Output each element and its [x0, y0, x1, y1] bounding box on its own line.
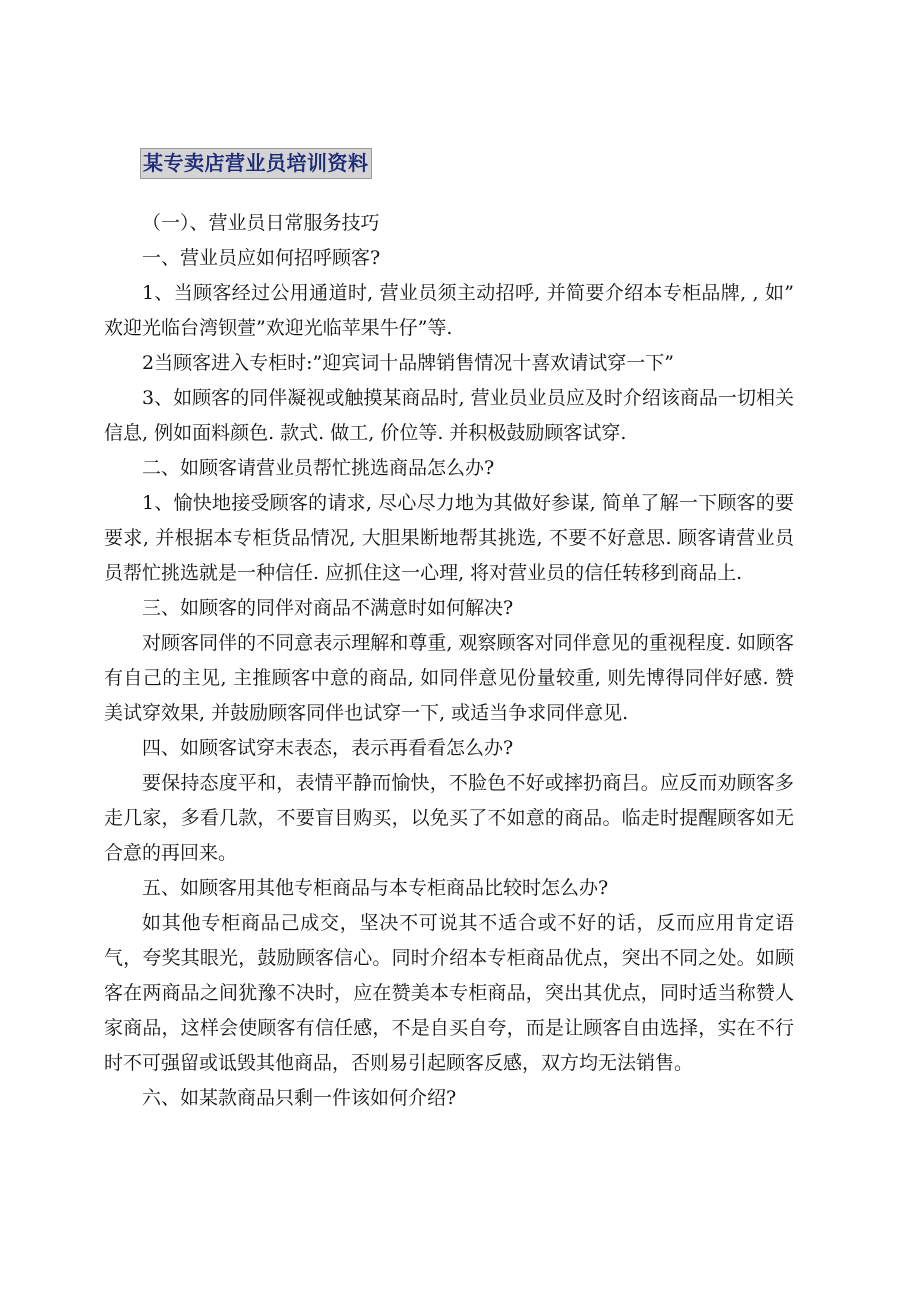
question-3: 三、如顾客的同伴对商品不满意时如何解决?: [142, 597, 514, 619]
question-6: 六、如某款商品只剩一件该如何介绍?: [142, 1087, 457, 1109]
page-title-container: [140, 148, 372, 178]
answer-4-item-1: 要保持态度平和，表情平静而愉快，不脸色不好或摔扔商吕。应反而劝顾客多走几家，多看几款，不要盲目购买，以免买了不如意的商品。临走时提醒顾客如无合意的再回来。: [104, 772, 794, 864]
question-4: 四、如顾客试穿末表态，表示再看看怎么办?: [142, 737, 514, 759]
answer-1-item-3: 3、如顾客的同伴凝视或触摸某商品时, 营业员业员应及时介绍该商品一切相关信息, 例如面料颜色. 款式. 做工, 价位等. 并积极鼓励顾客试穿.: [104, 387, 794, 444]
question-2: 二、如顾客请营业员帮忙挑选商品怎么办?: [142, 457, 495, 479]
answer-5-item-1: 如其他专柜商品己成交，坚决不可说其不适合或不好的话，反而应用肯定语气，夸奖其眼光，鼓励顾客信心。同时介绍本专柜商品优点，突出不同之处。如顾客在两商品之间犹豫不决时，应在赞美本专柜商品，突出其优点，同时适当称赞人家商品，这样会使顾客有信任感，不是自买自夸，而是让顾客自由选择，实在不行时不可强留或诋毁其他商品，否则易引起顾客反感，双方均无法销售。: [104, 912, 794, 1074]
answer-2-item-1: 1、愉快地接受顾客的请求, 尽心尽力地为其做好参谋, 简单了解一下顾客的要要求, 并根据本专柜货品情况, 大胆果断地帮其挑选, 不要不好意思. 顾客请营业员员帮忙挑选就是一种信任. 应抓住这一心理, 将对营业员的信任转移到商品上.: [104, 492, 794, 584]
question-1: 一、营业员应如何招呼顾客?: [142, 247, 381, 269]
answer-1-item-1: 1、当顾客经过公用通道时, 营业员须主动招呼, 并简要介绍本专柜品牌, , 如”欢迎光临台湾钡萱”欢迎光临苹果牛仔”等.: [104, 282, 794, 339]
answer-1-item-2: 2当顾客进入专柜时:”迎宾词十品牌销售情况十喜欢请试穿一下”: [142, 352, 674, 374]
section-heading: （一）、营业员日常服务技巧: [142, 212, 380, 234]
document-body: [104, 206, 794, 1116]
answer-3-item-1: 对顾客同伴的不同意表示理解和尊重, 观察顾客对同伴意见的重视程度. 如顾客有自己的主见, 主推顾客中意的商品, 如同伴意见份量较重, 则先博得同伴好感. 赞美试穿效果, 并鼓励顾客同伴也试穿一下, 或适当争求同伴意见.: [104, 632, 794, 724]
page-title: 某专卖店营业员培训资料: [140, 148, 372, 179]
question-5: 五、如顾客用其他专柜商品与本专柜商品比较时怎么办?: [142, 877, 609, 899]
